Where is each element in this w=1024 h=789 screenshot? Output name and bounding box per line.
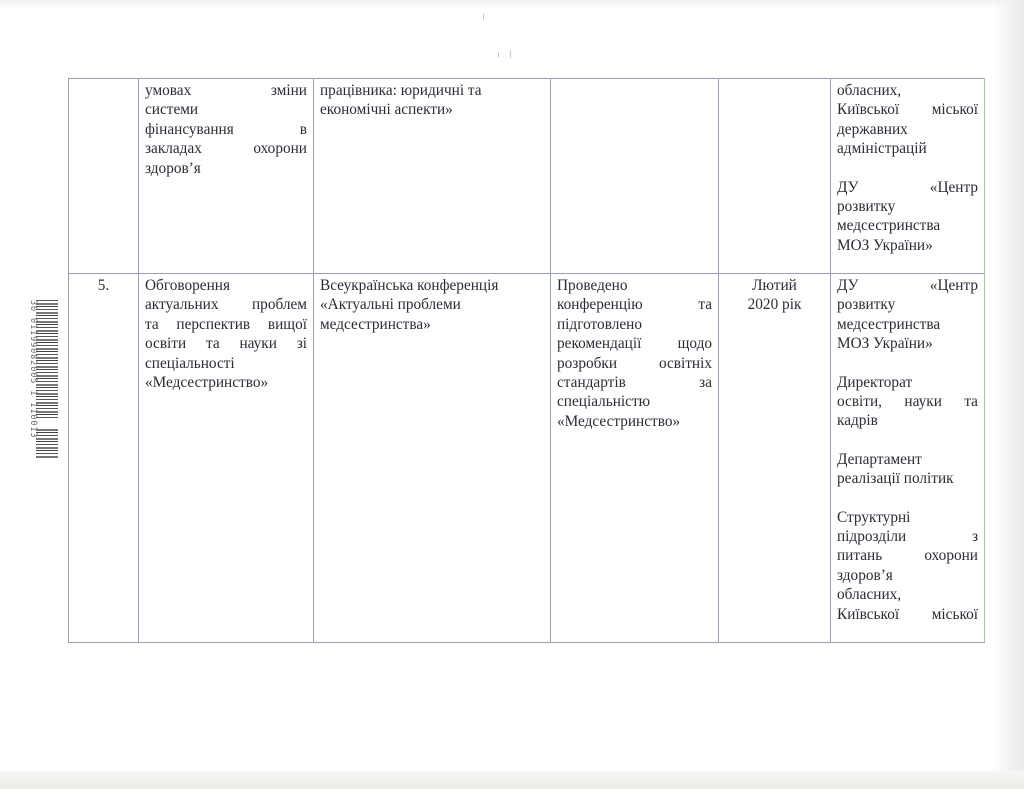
paragraph-gap bbox=[837, 354, 978, 373]
word: в bbox=[299, 120, 307, 138]
topic-line: системи bbox=[145, 101, 199, 119]
scan-speck bbox=[510, 50, 511, 58]
responsible-line: здоров’я bbox=[837, 566, 893, 584]
word: за bbox=[699, 374, 712, 392]
date-year: 2020 рік bbox=[747, 296, 802, 314]
word: охорони bbox=[253, 140, 307, 158]
barcode-bars bbox=[36, 300, 58, 458]
word: конференцію bbox=[557, 296, 643, 314]
cell-number bbox=[69, 79, 139, 274]
word: Київської bbox=[837, 605, 900, 623]
paragraph-gap bbox=[837, 431, 978, 450]
table-row bbox=[69, 274, 985, 643]
result-line bbox=[557, 295, 712, 314]
word: освітніх bbox=[658, 354, 712, 372]
word: та bbox=[145, 315, 159, 333]
topic-line bbox=[145, 81, 307, 100]
word: щодо bbox=[677, 335, 712, 353]
word: «Центр bbox=[929, 178, 978, 196]
responsible-line bbox=[837, 527, 978, 546]
word: фінансування bbox=[145, 120, 234, 138]
responsible-line: Директорат bbox=[837, 373, 913, 391]
word: освіти bbox=[145, 335, 187, 353]
topic-line bbox=[145, 295, 307, 314]
event-line: Всеукраїнська конференція bbox=[320, 277, 499, 294]
word: міської bbox=[931, 101, 978, 119]
responsible-line: реалізації політик bbox=[837, 470, 954, 488]
responsible-line: кадрів bbox=[837, 412, 878, 430]
cell-number bbox=[69, 274, 139, 643]
scan-edge-right bbox=[994, 0, 1024, 789]
word: перспектив bbox=[176, 315, 251, 333]
word: охорони bbox=[924, 547, 978, 565]
paragraph-gap bbox=[837, 489, 978, 508]
scan-top-shade bbox=[0, 0, 1024, 10]
result-line: спеціальністю bbox=[557, 393, 651, 411]
responsible-line: обласних, bbox=[837, 82, 902, 99]
word: вищої bbox=[267, 315, 307, 333]
responsible-line bbox=[837, 178, 978, 197]
topic-line bbox=[145, 120, 307, 139]
barcode-gap bbox=[36, 420, 58, 428]
responsible-line bbox=[837, 546, 978, 565]
word: умовах bbox=[145, 82, 192, 99]
topic-line: здоров’я bbox=[145, 159, 201, 177]
word: міської bbox=[931, 605, 978, 623]
topic-line bbox=[145, 315, 307, 334]
result-line: підготовлено bbox=[557, 315, 642, 333]
word: освіти, bbox=[837, 393, 882, 411]
word: закладах bbox=[145, 140, 202, 158]
event-line: економічні аспекти» bbox=[320, 101, 453, 119]
event-line: працівника: юридичні та bbox=[320, 82, 482, 99]
paragraph-gap bbox=[837, 159, 978, 178]
word: стандартів bbox=[557, 374, 626, 392]
word: та bbox=[205, 335, 220, 353]
barcode-number: 30 01199082005 1 110013 bbox=[28, 300, 38, 439]
word: та bbox=[964, 393, 978, 411]
event-line: медсестринства» bbox=[320, 315, 431, 333]
cell-date bbox=[719, 274, 831, 643]
word: «Центр bbox=[929, 277, 978, 294]
word: ДУ bbox=[837, 178, 859, 196]
cell-topic bbox=[139, 274, 314, 643]
word: та bbox=[698, 296, 712, 314]
responsible-line: державних bbox=[837, 120, 908, 138]
result-line: «Медсестринство» bbox=[557, 412, 681, 430]
responsible-line: медсестринства bbox=[837, 217, 941, 235]
word: ДУ bbox=[837, 277, 859, 294]
topic-line: спеціальності bbox=[145, 354, 235, 372]
topic-line: Обговорення bbox=[145, 277, 230, 294]
responsible-line bbox=[837, 100, 978, 119]
item-number: 5. bbox=[97, 277, 110, 294]
responsible-line: Департамент bbox=[837, 450, 922, 468]
topic-line bbox=[145, 334, 307, 353]
responsible-line: МОЗ України» bbox=[837, 335, 933, 353]
event-line: «Актуальні проблеми bbox=[320, 296, 461, 314]
result-line bbox=[557, 354, 712, 373]
cell-event bbox=[314, 274, 551, 643]
responsible-line: медсестринства bbox=[837, 315, 941, 333]
cell-date bbox=[719, 79, 831, 274]
activity-plan-table bbox=[68, 78, 985, 643]
cell-responsible bbox=[831, 79, 985, 274]
responsible-line: Структурні bbox=[837, 508, 911, 526]
responsible-line: адміністрацій bbox=[837, 140, 927, 158]
result-line bbox=[557, 334, 712, 353]
word: підрозділи bbox=[837, 528, 907, 546]
responsible-line: розвитку bbox=[837, 296, 896, 314]
word: актуальних bbox=[145, 296, 219, 314]
word: розробки bbox=[557, 354, 618, 372]
word: питань bbox=[837, 547, 883, 565]
scan-edge-bottom bbox=[0, 771, 1024, 789]
date-month: Лютий bbox=[752, 277, 797, 294]
responsible-line: обласних, bbox=[837, 586, 902, 604]
word: проблем bbox=[252, 296, 307, 314]
responsible-line: розвитку bbox=[837, 198, 896, 216]
cell-result bbox=[551, 79, 719, 274]
cell-responsible bbox=[831, 274, 985, 643]
word: зміни bbox=[270, 82, 307, 99]
topic-line bbox=[145, 139, 307, 158]
responsible-line bbox=[837, 276, 978, 295]
word: Київської bbox=[837, 101, 900, 119]
cell-topic bbox=[139, 79, 314, 274]
responsible-line bbox=[837, 605, 978, 624]
word: науки bbox=[904, 393, 942, 411]
word: рекомендації bbox=[557, 335, 642, 353]
cell-event bbox=[314, 79, 551, 274]
word: з bbox=[971, 528, 978, 546]
word: зі bbox=[296, 335, 307, 353]
table-row bbox=[69, 79, 985, 274]
word: науки bbox=[239, 335, 277, 353]
topic-line: «Медсестринство» bbox=[145, 374, 269, 392]
responsible-line: МОЗ України» bbox=[837, 236, 933, 254]
scan-speck bbox=[498, 52, 499, 57]
result-line bbox=[557, 373, 712, 392]
result-line: Проведено bbox=[557, 277, 628, 294]
responsible-line bbox=[837, 392, 978, 411]
scan-speck bbox=[483, 14, 484, 20]
cell-result bbox=[551, 274, 719, 643]
